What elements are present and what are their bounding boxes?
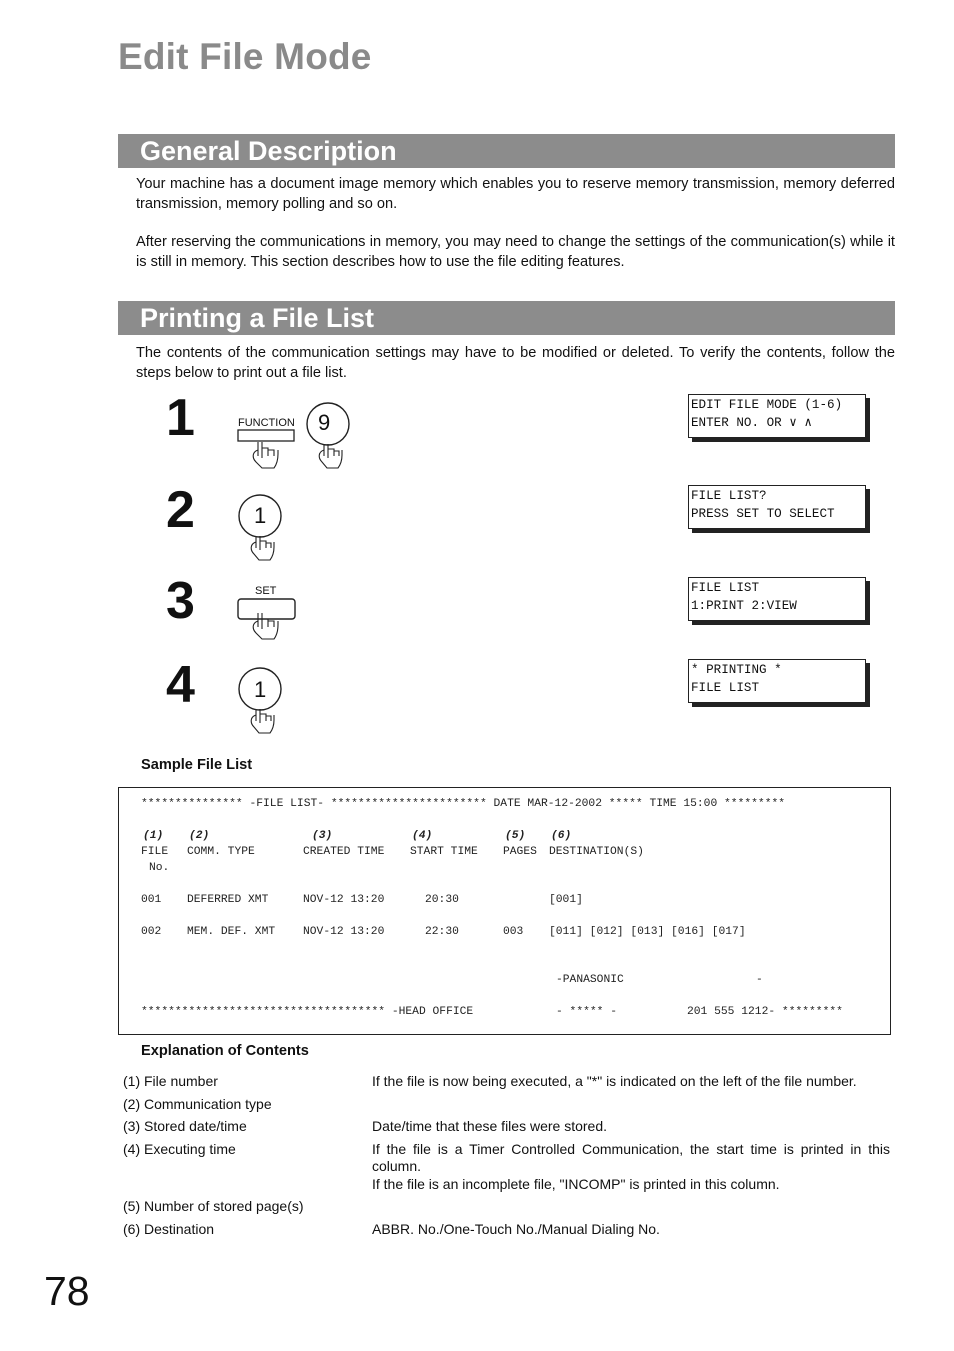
column-number: (5) [505, 830, 526, 842]
printing-description-text [136, 344, 895, 383]
table-cell: 22:30 [425, 926, 459, 938]
column-number: (4) [412, 830, 433, 842]
paragraph: Your machine has a document image memory which enables you to reserve memory transmission, memory deferred transmission, memory polling and so on. [136, 176, 895, 212]
explanation-desc: If the file is an incomplete file, "INCOMP" is printed in this column. [372, 1176, 780, 1192]
page-number: 78 [44, 1268, 90, 1314]
column-header: CREATED TIME [303, 846, 385, 858]
column-header: PAGES [503, 846, 537, 858]
explanation-label: (6) Destination [123, 1221, 215, 1237]
table-cell: DEFERRED XMT [187, 894, 269, 906]
lcd-line: FILE LIST [691, 581, 760, 595]
digit-key-label: 1 [254, 677, 267, 702]
lcd-line: FILE LIST [691, 681, 760, 695]
lcd-line: EDIT FILE MODE (1-6) [691, 398, 843, 412]
lcd-line: ENTER NO. OR ∨ ∧ [691, 416, 812, 430]
footer-text: - ***** - [556, 1006, 618, 1018]
key-label-function: FUNCTION [238, 417, 295, 429]
column-number: (6) [551, 830, 572, 842]
footer-text: 201 555 1212- ********* [687, 1006, 843, 1018]
step-number: 4 [166, 656, 195, 714]
digit-key-label: 9 [318, 410, 331, 435]
column-header: START TIME [410, 846, 478, 858]
table-cell: NOV-12 13:20 [303, 926, 385, 938]
column-header: COMM. TYPE [187, 846, 255, 858]
step-number: 1 [166, 389, 195, 447]
lcd-display [688, 659, 866, 703]
explanation-desc: If the file is now being executed, a "*" is indicated on the left of the file number. [372, 1073, 857, 1089]
explanation-desc: Date/time that these files were stored. [372, 1118, 607, 1134]
table-cell: [001] [549, 894, 583, 906]
section-heading: Printing a File List [140, 303, 375, 333]
explanation-heading: Explanation of Contents [141, 1043, 309, 1059]
lcd-display [688, 577, 866, 621]
general-description-text [136, 175, 895, 272]
column-number: (2) [189, 830, 210, 842]
section-band-general [118, 134, 895, 168]
step-number: 3 [166, 572, 195, 630]
section-heading: General Description [140, 136, 397, 166]
lcd-display [688, 394, 866, 438]
sample-file-list-heading: Sample File List [141, 757, 253, 773]
explanation-label: (5) Number of stored page(s) [123, 1198, 304, 1214]
table-cell: NOV-12 13:20 [303, 894, 385, 906]
step-number: 2 [166, 481, 195, 539]
table-cell: 003 [503, 926, 524, 938]
paragraph: The contents of the communication settings may have to be modified or deleted. To verify the contents, follow the steps below to print out a file list. [136, 345, 895, 381]
section-band-printing [118, 301, 895, 335]
explanation-desc: If the file is a Timer Controlled Communication, the start time is printed in this column. [372, 1141, 890, 1174]
table-cell: 001 [141, 894, 162, 906]
column-number: (3) [312, 830, 333, 842]
explanation-desc: ABBR. No./One-Touch No./Manual Dialing No. [372, 1221, 660, 1237]
footer-text: ************************************ -HEAD OFFICE [141, 1006, 474, 1018]
lcd-line: 1:PRINT 2:VIEW [691, 599, 797, 613]
explanation-label: (3) Stored date/time [123, 1118, 247, 1134]
digit-key-label: 1 [254, 503, 267, 528]
lcd-display [688, 485, 866, 529]
key-label-set: SET [255, 585, 277, 597]
table-cell: 002 [141, 926, 162, 938]
lcd-line: FILE LIST? [691, 489, 767, 503]
explanation-label: (2) Communication type [123, 1096, 272, 1112]
lcd-line: * PRINTING * [691, 663, 782, 677]
table-cell: 20:30 [425, 894, 459, 906]
file-list-header: *************** -FILE LIST- *********************** DATE MAR-12-2002 ***** TIME 15:00 ********* [141, 798, 786, 810]
lcd-line: PRESS SET TO SELECT [691, 507, 835, 521]
explanation-label: (4) Executing time [123, 1141, 236, 1157]
explanation-label: (1) File number [123, 1073, 218, 1089]
set-key-icon [236, 597, 300, 645]
table-cell: [011] [012] [013] [016] [017] [549, 926, 746, 938]
column-header: No. [149, 862, 170, 874]
page-title: Edit File Mode [118, 36, 372, 77]
footer-text: -PANASONIC [556, 974, 624, 986]
column-header: DESTINATION(S) [549, 846, 644, 858]
sample-file-list [118, 787, 891, 1035]
footer-text: - [756, 974, 763, 986]
column-number: (1) [143, 830, 164, 842]
paragraph: After reserving the communications in memory, you may need to change the settings of the communication(s) while it is still in memory. This section describes how to use the file editing features. [136, 234, 895, 270]
column-header: FILE [141, 846, 169, 858]
function-key-icon [236, 428, 298, 470]
table-cell: MEM. DEF. XMT [187, 926, 276, 938]
